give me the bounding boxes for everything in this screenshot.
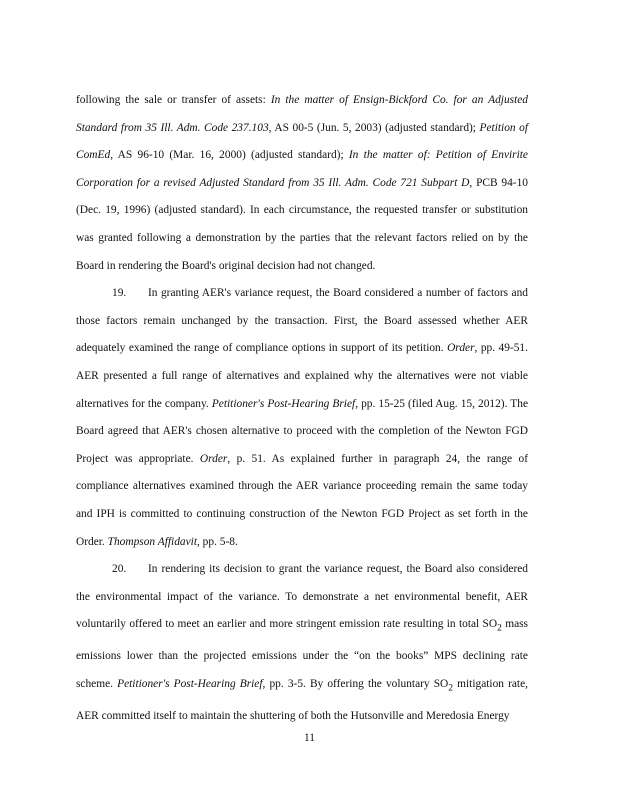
paragraph-19: 19. In granting AER's variance request, the Board considered a number of factors and those factors remain unchanged by the transaction. First, the Board assessed whether AER adequately examined the range of compliance options in support of its petition. Order, pp. 49-51. AER presented a full range of alternatives and explained why the alternatives were not viable alternatives for the company. Petitioner's Post-Hearing Brief, pp. 15-25 (filed Aug. 15, 2012). The Board agreed that AER's chosen alternative to proceed with the completion of the Newton FGD Project was appropriate. Order, p. 51. As explained further in paragraph 24, the range of compliance alternatives examined through the AER variance proceeding remain the same today and IPH is committed to continuing construction of the Newton FGD Project as set forth in the Order. Thompson Affidavit, pp. 5-8. bbox=[76, 280, 528, 556]
subscript: 2 bbox=[448, 683, 454, 694]
paragraph-20: 20. In rendering its decision to grant the variance request, the Board also considered the environmental impact of the variance. To demonstrate a net environmental benefit, AER voluntarily offered to meet an earlier and more stringent emission rate resulting in total $SO_2$ mass emissions lower than the projected emissions under the “on the books” MPS declining rate scheme. Petitioner's Post-Hearing Brief, pp. 3-5. By offering the voluntary $SO_2$ mitigation rate, AER committed itself to maintain the shuttering of both the Hutsonville and Meredosia Energy bbox=[76, 556, 528, 730]
citation: Thompson Affidavit bbox=[107, 535, 197, 548]
body-text bbox=[76, 87, 528, 730]
paragraph-number: 20. bbox=[112, 563, 127, 576]
citation: Order bbox=[199, 452, 228, 465]
citation: Petitioner's Post-Hearing Brief bbox=[117, 677, 263, 690]
case-citation: Petition of ComEd bbox=[76, 121, 528, 162]
citation: Petitioner's Post-Hearing Brief bbox=[211, 397, 356, 410]
citation: Order bbox=[447, 342, 475, 355]
paragraph-number: 19. bbox=[112, 287, 127, 300]
page-number: 11 bbox=[304, 732, 315, 744]
case-citation: In the matter of: Petition of Envirite Corporation for a revised Adjusted Standard from 35 Ill. Adm. Code 721 Subpart D bbox=[76, 149, 528, 189]
case-citation: In the matter of Ensign-Bickford Co. for an Adjusted Standard from 35 Ill. Adm. Code 237.103 bbox=[76, 94, 529, 134]
subscript: 2 bbox=[497, 623, 502, 634]
continuation-paragraph: following the sale or transfer of assets: In the matter of Ensign-Bickford Co. for an Adjusted Standard from 35 Ill. Adm. Code 237.103, AS 00-5 (Jun. 5, 2003) (adjusted standard); Petition of ComEd, AS 96-10 (Mar. 16, 2000) (adjusted standard); In the matter of: Petition of Envirite Corporation for a revised Adjusted Standard from 35 Ill. Adm. Code 721 Subpart D, PCB 94-10 (Dec. 19, 1996) (adjusted standard). In each circumstance, the requested transfer or substitution was granted following a demonstration by the parties that the relevant factors relied on by the Board in rendering the Board's original decision had not changed. bbox=[76, 94, 529, 272]
